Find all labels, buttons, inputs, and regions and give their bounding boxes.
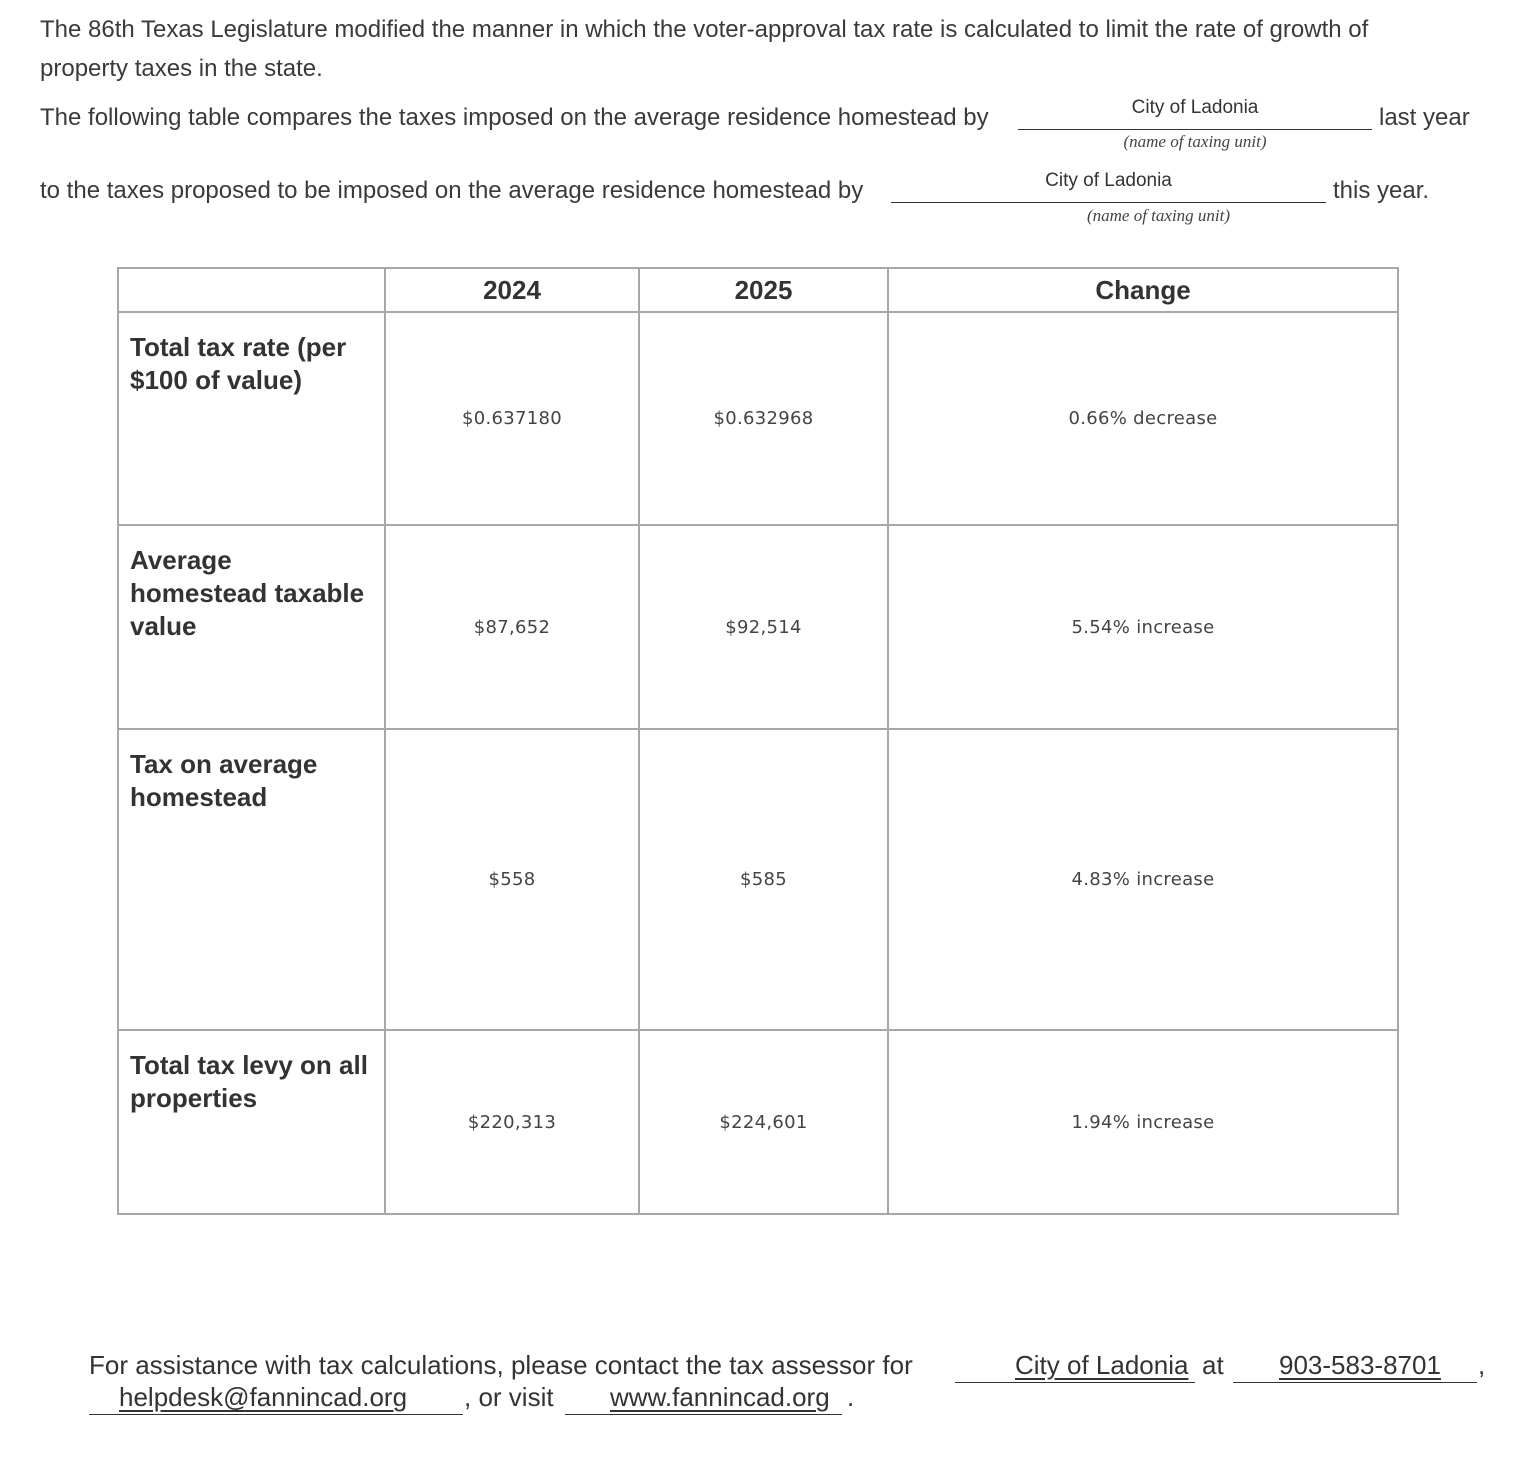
footer-period: . — [847, 1382, 855, 1412]
value-2025: $0.632968 — [639, 312, 888, 525]
taxing-unit-field-2: City of Ladonia — [1045, 170, 1172, 191]
value-change: 1.94% increase — [888, 1030, 1398, 1214]
header-change: Change — [888, 268, 1398, 312]
footer-website-link[interactable]: www.fannincad.org — [610, 1382, 830, 1412]
footer-comma: , — [1478, 1350, 1486, 1380]
value-change: 4.83% increase — [888, 729, 1398, 1030]
footer-lead: For assistance with tax calculations, please contact the tax assessor for — [89, 1350, 913, 1380]
taxing-unit-line-1 — [1018, 129, 1372, 130]
table-row — [118, 525, 1398, 729]
header-label-column — [118, 268, 385, 312]
taxing-unit-line-2 — [891, 202, 1326, 203]
footer-email-link[interactable]: helpdesk@fannincad.org — [119, 1382, 408, 1412]
taxing-unit-field-1: City of Ladonia — [1131, 97, 1259, 118]
value-change: 0.66% decrease — [888, 312, 1398, 525]
footer-taxing-unit: City of Ladonia — [1015, 1350, 1189, 1380]
value-2024: $558 — [385, 729, 639, 1030]
header-2025: 2025 — [639, 268, 888, 312]
footer-at: at — [1202, 1350, 1224, 1380]
table-row — [118, 312, 1398, 525]
table-header-row — [118, 268, 1398, 312]
row-label: Total tax levy on all properties — [118, 1030, 385, 1214]
intro-line-1: The 86th Texas Legislature modified the manner in which the voter-approval tax rate is calculated to limit the rate of growth of — [40, 16, 1369, 43]
footer-or-visit: , or visit — [464, 1382, 554, 1412]
intro-line-2: property taxes in the state. — [40, 55, 323, 82]
table-row — [118, 1030, 1398, 1214]
header-2024: 2024 — [385, 268, 639, 312]
comparison-lead-2: to the taxes proposed to be imposed on the average residence homestead by — [40, 177, 864, 204]
value-2025: $585 — [639, 729, 888, 1030]
taxing-unit-caption-1: (name of taxing unit) — [1123, 132, 1267, 151]
value-2025: $224,601 — [639, 1030, 888, 1214]
row-label: Tax on average homestead — [118, 729, 385, 1030]
comparison-lead-1: The following table compares the taxes imposed on the average residence homestead by — [40, 104, 989, 131]
comparison-tail-2: this year. — [1333, 177, 1430, 204]
taxing-unit-caption-2: (name of taxing unit) — [1086, 206, 1231, 225]
table-row — [118, 729, 1398, 1030]
value-2024: $0.637180 — [385, 312, 639, 525]
footer-phone[interactable]: 903-583-8701 — [1279, 1350, 1441, 1380]
value-2024: $87,652 — [385, 525, 639, 729]
value-2024: $220,313 — [385, 1030, 639, 1214]
value-change: 5.54% increase — [888, 525, 1398, 729]
row-label: Total tax rate (per $100 of value) — [118, 312, 385, 525]
row-label: Average homestead taxable value — [118, 525, 385, 729]
comparison-tail-1: last year — [1379, 104, 1470, 131]
tax-comparison-table — [117, 267, 1399, 1215]
value-2025: $92,514 — [639, 525, 888, 729]
